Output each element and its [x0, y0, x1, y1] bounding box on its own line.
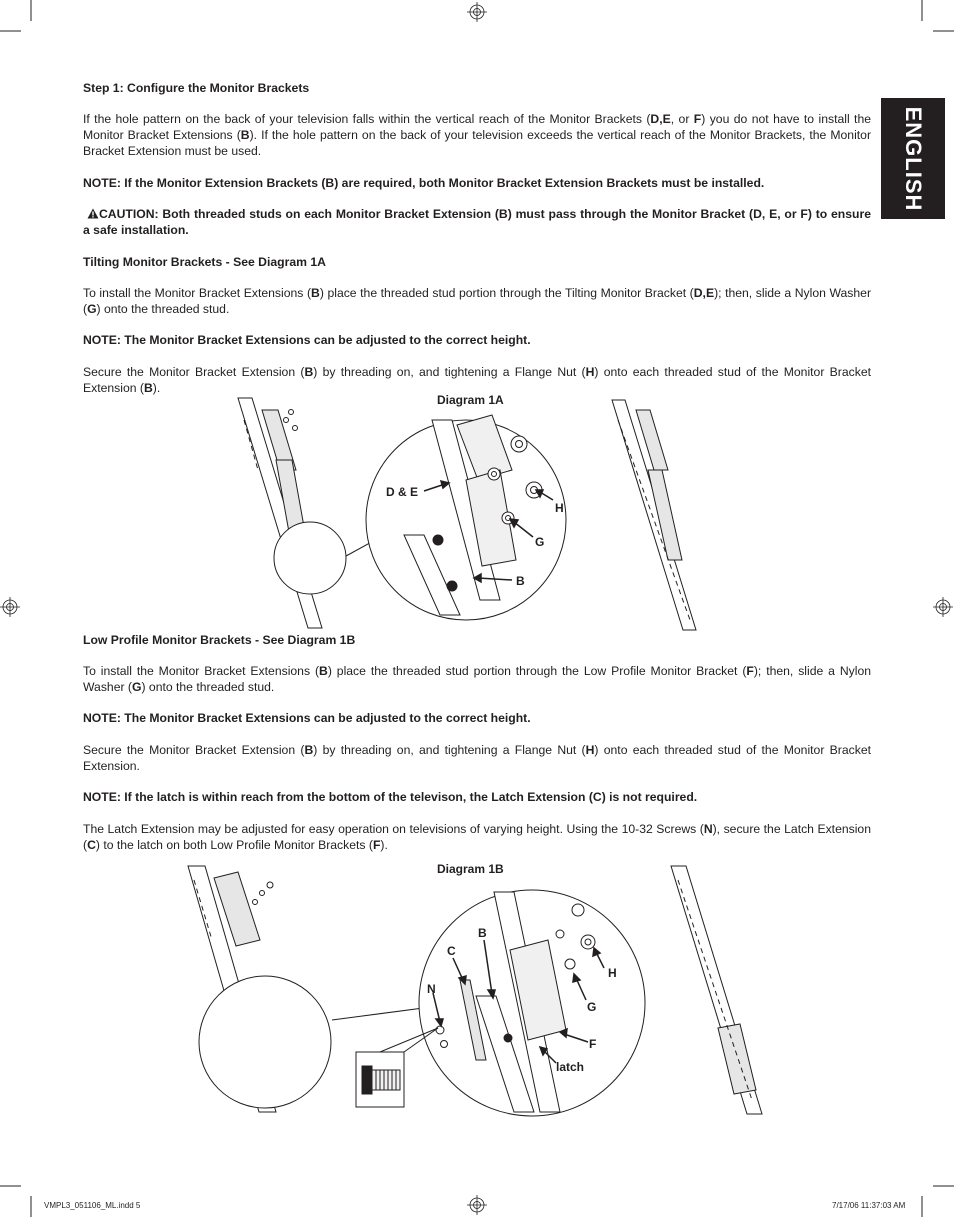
- tilting-heading: Tilting Monitor Brackets - See Diagram 1A: [83, 255, 326, 269]
- caution-label: CAUTION: Both threaded studs on each Monitor Bracket Extension (B) must pass through the Monitor Bracket (D, E, or F) to ensure a safe installation.: [83, 207, 871, 237]
- label-h-1b: H: [608, 966, 617, 980]
- lowprofile-install: To install the Monitor Bracket Extensions (B) place the threaded stud portion through the Low Profile Monitor Bracket (F); then, slide a Nylon Washer (G) onto the threaded stud.: [83, 664, 871, 694]
- lowprofile-latch: The Latch Extension may be adjusted for easy operation on televisions of varying height. Using the 10-32 Screws (N), secure the Latch Extension (C) to the latch on both Low Profile Monitor Brackets (F).: [83, 822, 871, 852]
- label-n: N: [427, 982, 436, 996]
- tilting-install: To install the Monitor Bracket Extensions (B) place the threaded stud portion through the Tilting Monitor Bracket (D,E); then, slide a Nylon Washer (G) onto the threaded stud.: [83, 286, 872, 316]
- label-b-1b: B: [478, 926, 487, 940]
- step1-intro: If the hole pattern on the back of your television falls within the vertical reach of the Monitor Brackets (D,E, or F) you do not have to install the Monitor Bracket Extensions (B). If the hole pattern on the back of your television exceeds the vertical reach of the Monitor Brackets, the Monitor Bracket Extension must be used.: [83, 112, 872, 158]
- label-latch: latch: [556, 1060, 585, 1074]
- footer-file-name: VMPL3_051106_ML.indd 5: [44, 1201, 141, 1210]
- footer-timestamp: 7/17/06 11:37:03 AM: [832, 1201, 906, 1210]
- step1-heading: Step 1: Configure the Monitor Brackets: [83, 81, 310, 95]
- detail-circle-small-1a: [274, 522, 346, 594]
- diagram-1a-title: Diagram 1A: [437, 393, 504, 407]
- label-de: D & E: [386, 485, 419, 499]
- diagram-1b-title: Diagram 1B: [437, 862, 504, 876]
- lowprofile-secure: Secure the Monitor Bracket Extension (B) by threading on, and tightening a Flange Nut (H) onto each threaded stud of the Monitor Bracket Extension.: [83, 743, 871, 773]
- lowprofile-note1: NOTE: The Monitor Bracket Extensions can be adjusted to the correct height.: [83, 711, 531, 725]
- label-f: F: [589, 1037, 597, 1051]
- detail-circle-small-1b: [199, 976, 331, 1108]
- lowprofile-heading: Low Profile Monitor Brackets - See Diagram 1B: [83, 633, 356, 647]
- label-c: C: [447, 944, 456, 958]
- lowprofile-note2: NOTE: If the latch is within reach from the bottom of the televison, the Latch Extension (C) is not required.: [83, 790, 698, 804]
- bracket-right-1a: [612, 400, 696, 630]
- label-g-1a: G: [535, 535, 545, 549]
- label-b-1a: B: [516, 574, 525, 588]
- diagram-1a: [238, 398, 696, 630]
- note-extensions: NOTE: If the Monitor Extension Brackets (B) are required, both Monitor Bracket Extension Brackets must be installed.: [83, 176, 765, 190]
- language-tab-label: ENGLISH: [901, 106, 926, 211]
- bracket-right-1b: [671, 866, 762, 1114]
- label-h-1a: H: [555, 501, 564, 515]
- diagram-1b: [188, 866, 762, 1116]
- tilting-secure: Secure the Monitor Bracket Extension (B) by threading on, and tightening a Flange Nut (H) onto each threaded stud of the Monitor Bracket Extension (B).: [83, 365, 871, 395]
- label-g-1b: G: [587, 1000, 597, 1014]
- tilting-note: NOTE: The Monitor Bracket Extensions can be adjusted to the correct height.: [83, 333, 531, 347]
